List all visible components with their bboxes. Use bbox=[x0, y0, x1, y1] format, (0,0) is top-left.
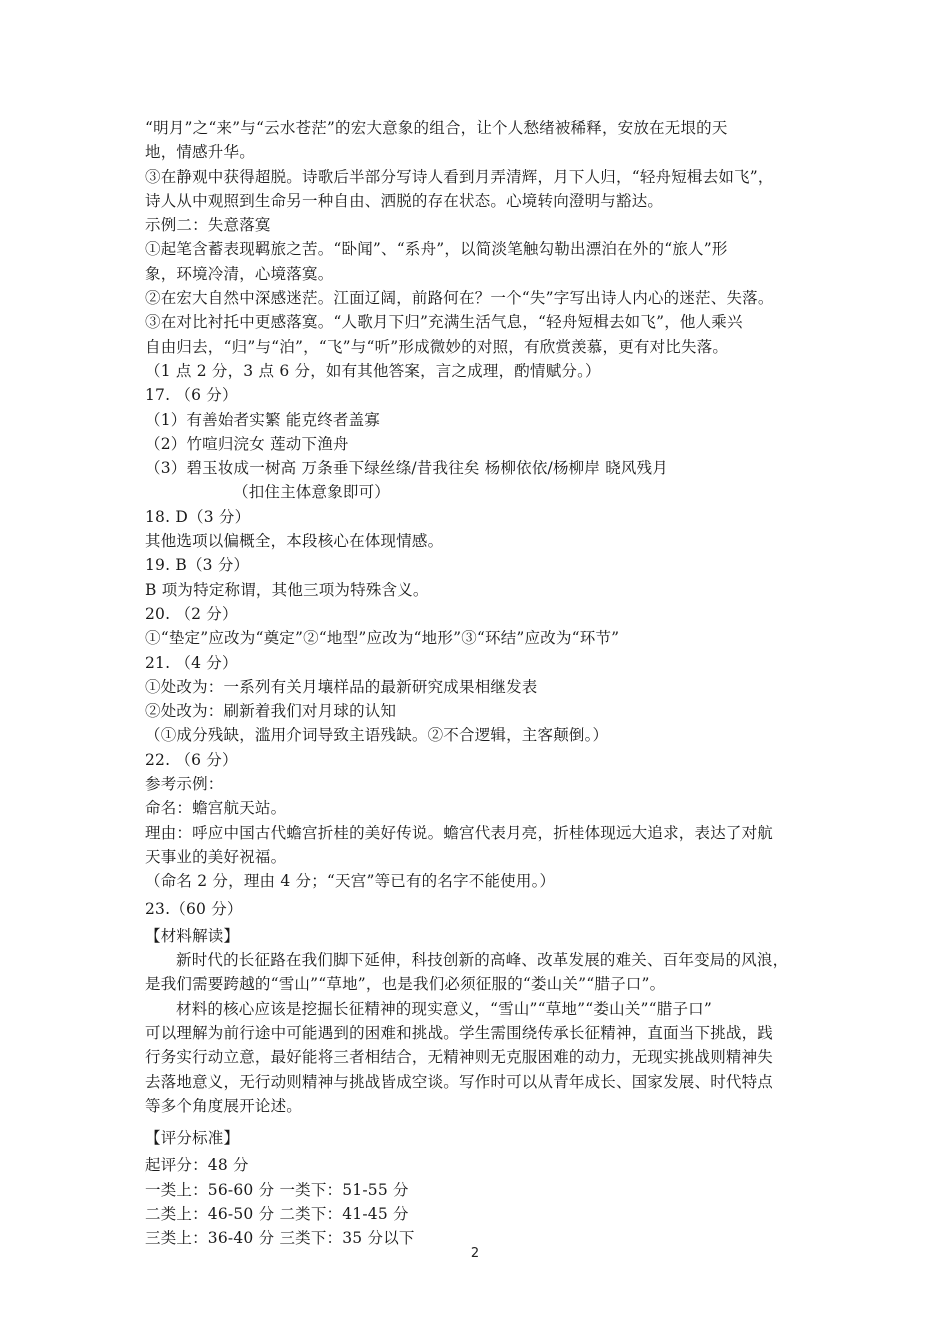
answer-key-body bbox=[145, 116, 813, 1251]
answer-line: （3）碧玉妆成一树高 万条垂下绿丝绦/昔我往矣 杨柳依依/杨柳岸 晓风残月 bbox=[145, 459, 668, 478]
text-line: ③在静观中获得超脱。诗歌后半部分写诗人看到月弄清辉，月下人归，“轻舟短楫去如飞”， bbox=[145, 167, 774, 186]
question-number: 17. （6 分） bbox=[145, 386, 238, 405]
text-line: ①起笔含蓄表现羁旅之苦。“卧闻”、“系舟”，以简淡笔触勾勒出漂泊在外的“旅人”形 bbox=[145, 240, 728, 259]
text-line: 自由归去，“归”与“泊”，“飞”与“听”形成微妙的对照，有欣赏羡慕，更有对比失落。 bbox=[145, 337, 729, 356]
question-number: 19. B（3 分） bbox=[145, 556, 250, 575]
answer-line: 参考示例： bbox=[145, 775, 224, 794]
question-number: 22. （6 分） bbox=[145, 750, 238, 769]
question-number: 18. D（3 分） bbox=[145, 507, 251, 526]
section-subtitle: 示例二：失意落寞 bbox=[145, 216, 271, 235]
text-line: ③在对比衬托中更感落寞。“人歌月下归”充满生活气息，“轻舟短楫去如飞”，他人乘兴 bbox=[145, 313, 743, 332]
text-line: 象，环境冷清，心境落寞。 bbox=[145, 264, 334, 283]
text-line: 地，情感升华。 bbox=[145, 143, 255, 162]
question-number: 23.（60 分） bbox=[145, 899, 243, 918]
score-line: 一类上：56-60 分 一类下：51-55 分 bbox=[145, 1180, 409, 1199]
text-line: “明月”之“来”与“云水苍茫”的宏大意象的组合，让个人愁绪被稀释，安放在无垠的天 bbox=[145, 119, 728, 137]
score-line: 起评分：48 分 bbox=[145, 1156, 249, 1175]
answer-line: ①“垫定”应改为“奠定”②“地型”应改为“地形”③“环结”应改为“环节” bbox=[145, 629, 620, 648]
paragraph-line: 去落地意义，无行动则精神与挑战皆成空谈。写作时可以从青年成长、国家发展、时代特点 bbox=[145, 1072, 774, 1091]
page-number: 2 bbox=[470, 1246, 480, 1261]
answer-line: B 项为特定称谓，其他三项为特殊含义。 bbox=[145, 580, 429, 599]
answer-line: 天事业的美好祝福。 bbox=[145, 847, 287, 866]
answer-line: （2）竹喧归浣女 莲动下渔舟 bbox=[145, 434, 349, 453]
scoring-note: （1 点 2 分，3 点 6 分，如有其他答案，言之成理，酌情赋分。） bbox=[145, 361, 601, 380]
answer-line: 理由：呼应中国古代蟾宫折桂的美好传说。蟾宫代表月亮，折桂体现远大追求，表达了对航 bbox=[145, 823, 774, 842]
answer-line: 命名：蟾宫航天站。 bbox=[145, 799, 287, 818]
answer-line: （1）有善始者实繁 能克终者盖寡 bbox=[145, 410, 380, 429]
answer-line: ②处改为：刷新着我们对月球的认知 bbox=[145, 702, 397, 721]
answer-line: 其他选项以偏概全，本段核心在体现情感。 bbox=[145, 532, 444, 551]
scoring-note: （命名 2 分，理由 4 分；“天宫”等已有的名字不能使用。） bbox=[145, 872, 556, 891]
paragraph-line: 行务实行动立意，最好能将三者相结合，无精神则无克服困难的动力，无现实挑战则精神失 bbox=[145, 1048, 774, 1067]
paragraph-line: 可以理解为前行途中可能遇到的困难和挑战。学生需围绕传承长征精神，直面当下挑战，践 bbox=[145, 1023, 774, 1042]
section-heading: 【评分标准】 bbox=[145, 1129, 240, 1148]
text-line: ②在宏大自然中深感迷茫。江面辽阔，前路何在？一个“失”字写出诗人内心的迷茫、失落。 bbox=[145, 289, 774, 308]
text-line: 诗人从中观照到生命另一种自由、洒脱的存在状态。心境转向澄明与豁达。 bbox=[145, 191, 664, 210]
paragraph-line: 材料的核心应该是挖掘长征精神的现实意义，“雪山”“草地”“娄山关”“腊子口” bbox=[176, 999, 712, 1018]
scoring-note: （①成分残缺，滥用介词导致主语残缺。②不合逻辑，主客颠倒。） bbox=[145, 726, 609, 745]
paragraph-line: 等多个角度展开论述。 bbox=[145, 1096, 303, 1115]
question-number: 20. （2 分） bbox=[145, 604, 238, 623]
answer-line: ①处改为：一系列有关月壤样品的最新研究成果相继发表 bbox=[145, 677, 538, 696]
score-line: 三类上：36-40 分 三类下：35 分以下 bbox=[145, 1229, 415, 1248]
paragraph-line: 新时代的长征路在我们脚下延伸，科技创新的高峰、改革发展的难关、百年变局的风浪， bbox=[176, 951, 789, 970]
paragraph-line: 是我们需要跨越的“雪山”“草地”，也是我们必须征服的“娄山关”“腊子口”。 bbox=[145, 975, 666, 994]
score-line: 二类上：46-50 分 二类下：41-45 分 bbox=[145, 1205, 409, 1224]
section-heading: 【材料解读】 bbox=[145, 926, 240, 945]
scoring-note: （扣住主体意象即可） bbox=[233, 483, 391, 502]
question-number: 21. （4 分） bbox=[145, 653, 238, 672]
